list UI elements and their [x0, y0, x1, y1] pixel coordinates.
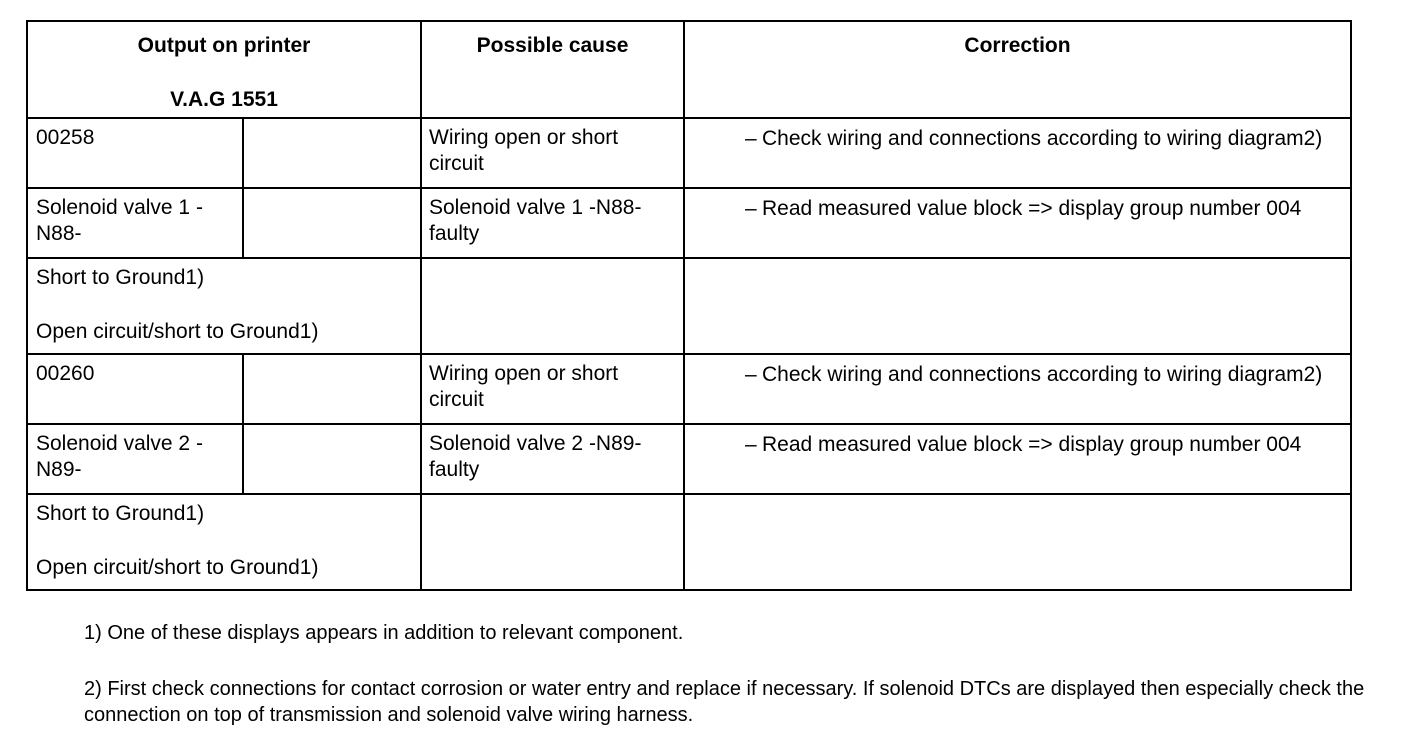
dash-icon: –	[745, 363, 757, 386]
cause-cell: Wiring open or short circuit	[421, 354, 684, 424]
table-row	[27, 188, 1351, 258]
fault-type-cell	[27, 258, 421, 354]
table-row	[27, 118, 1351, 188]
blank-cell	[243, 424, 421, 494]
fault-type-open: Open circuit/short to Ground1)	[36, 320, 319, 343]
correction-text: Read measured value block => display group number 004	[762, 433, 1302, 456]
table-row	[27, 354, 1351, 424]
fault-type-short: Short to Ground1)	[36, 502, 205, 525]
header-output-line1: Output on printer	[137, 34, 311, 57]
correction-cell	[684, 354, 1351, 424]
component-cell: Solenoid valve 1 -N88-	[27, 188, 243, 258]
dash-icon: –	[745, 197, 757, 220]
dtc-code-cell: 00260	[27, 354, 243, 424]
blank-cell	[243, 188, 421, 258]
header-correction: Correction	[684, 21, 1351, 118]
blank-cell	[243, 354, 421, 424]
dash-icon: –	[745, 433, 757, 456]
component-cell: Solenoid valve 2 -N89-	[27, 424, 243, 494]
correction-cell	[684, 118, 1351, 188]
fault-type-short: Short to Ground1)	[36, 266, 205, 289]
dtc-table	[26, 20, 1352, 591]
header-output-line2: V.A.G 1551	[170, 88, 278, 111]
fault-type-open: Open circuit/short to Ground1)	[36, 556, 319, 579]
correction-text: Check wiring and connections according to wiring diagram2)	[762, 363, 1323, 386]
footnote-1: 1) One of these displays appears in addition to relevant component.	[84, 622, 684, 644]
correction-cell	[684, 188, 1351, 258]
dtc-code-cell: 00258	[27, 118, 243, 188]
header-possible-cause: Possible cause	[421, 21, 684, 118]
table-row	[27, 424, 1351, 494]
table-row	[27, 494, 1351, 590]
fault-type-cell	[27, 494, 421, 590]
dash-icon: –	[745, 127, 757, 150]
cause-cell: Solenoid valve 1 -N88- faulty	[421, 188, 684, 258]
table-row	[27, 258, 1351, 354]
footnotes	[84, 620, 1384, 728]
cause-cell: Wiring open or short circuit	[421, 118, 684, 188]
empty-correction-cell	[684, 258, 1351, 354]
empty-cause-cell	[421, 258, 684, 354]
correction-text: Read measured value block => display group number 004	[762, 197, 1302, 220]
empty-correction-cell	[684, 494, 1351, 590]
correction-text: Check wiring and connections according to wiring diagram2)	[762, 127, 1323, 150]
blank-cell	[243, 118, 421, 188]
correction-cell	[684, 424, 1351, 494]
empty-cause-cell	[421, 494, 684, 590]
table-header-row	[27, 21, 1351, 118]
header-output-on-printer	[27, 21, 421, 118]
cause-cell: Solenoid valve 2 -N89- faulty	[421, 424, 684, 494]
footnote-2: 2) First check connections for contact corrosion or water entry and replace if necessary. If solenoid DTCs are displayed then especially check the connection on top of transmission and solenoid valve wiring harness.	[84, 678, 1365, 726]
